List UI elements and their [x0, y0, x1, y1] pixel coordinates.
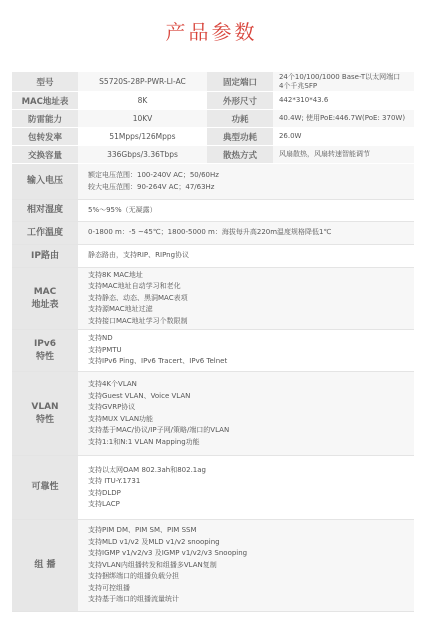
spec-value-lines	[279, 150, 370, 159]
feature-label-line: 可靠性	[31, 482, 59, 492]
spec-value-line: 442*310*43.6	[278, 96, 329, 104]
spec-value: 8K	[137, 96, 148, 105]
feature-line: 支持捆绑端口的组播负载分担	[88, 572, 179, 581]
spec-value	[273, 146, 414, 163]
spec-value-line: 风扇散热，风扇转速智能调节	[278, 150, 370, 158]
feature-content	[78, 164, 414, 199]
feature-row	[12, 330, 414, 372]
spec-value-lines	[279, 96, 328, 105]
spec-value-lines	[279, 132, 302, 141]
feature-content	[78, 520, 414, 611]
feature-label-line: IP路由	[31, 250, 59, 261]
feature-row	[12, 222, 414, 245]
feature-line: 支持8K MAC地址	[88, 270, 143, 279]
feature-line: 额定电压范围：100-240V AC；50/60Hz	[88, 171, 219, 179]
feature-line: 支持LACP	[88, 500, 120, 508]
spec-label: 功耗	[207, 110, 273, 127]
feature-label-text	[31, 286, 58, 312]
feature-label-line: 地址表	[31, 299, 59, 310]
feature-line: 支持PMTU	[88, 345, 122, 354]
feature-line: 支持以太网OAM 802.3ah和802.1ag	[88, 465, 206, 474]
feature-line: 支持基于MAC/协议/IP子网/策略/端口的VLAN	[88, 426, 230, 434]
feature-line: 支持MUX VLAN功能	[88, 414, 154, 423]
feature-row	[12, 164, 414, 200]
feature-label	[12, 372, 78, 455]
spec-value	[273, 92, 414, 109]
spec-label: 固定端口	[207, 72, 273, 91]
feature-line: 较大电压范围：90-264V AC；47/63Hz	[88, 182, 215, 191]
spec-value: 10KV	[132, 114, 153, 123]
feature-label-line: 工作温度	[26, 227, 63, 238]
feature-label-line: 特性	[35, 351, 54, 362]
spec-value: 51Mpps/126Mpps	[109, 132, 176, 141]
spec-label: 外形尺寸	[207, 92, 273, 109]
feature-line: 支持MAC地址自动学习和老化	[88, 282, 181, 291]
feature-line: 支持静态、动态、黑洞MAC表项	[88, 293, 188, 302]
spec-value	[273, 128, 414, 145]
feature-row	[12, 268, 414, 330]
spec-row	[12, 110, 414, 128]
feature-label	[12, 164, 78, 199]
feature-label	[12, 330, 78, 371]
feature-label-text	[27, 204, 63, 217]
feature-line: 5%～95%（无凝露）	[88, 205, 157, 214]
feature-label-text	[31, 401, 58, 427]
feature-label	[12, 456, 78, 519]
feature-label-text	[34, 559, 55, 572]
spec-value-lines	[279, 114, 405, 123]
spec-label: 包转发率	[12, 128, 78, 145]
feature-label-line: VLAN	[31, 401, 59, 412]
spec-row	[12, 72, 414, 92]
page-title: 产品参数	[165, 20, 258, 44]
spec-table	[12, 72, 414, 612]
spec-value-line: 24个10/100/1000 Base-T以太网端口	[278, 72, 401, 81]
spec-value-line: 26.0W	[278, 132, 302, 140]
feature-label-line: MAC	[33, 286, 57, 297]
spec-value-lines	[279, 73, 400, 91]
feature-label-line: IPv6	[33, 338, 57, 349]
feature-row	[12, 456, 414, 520]
feature-label	[12, 245, 78, 267]
feature-row	[12, 200, 414, 222]
spec-value	[273, 72, 414, 91]
feature-row	[12, 520, 414, 612]
spec-label: 型号	[12, 72, 78, 91]
feature-line: 静态路由，支持RIP、RIPng协议	[88, 251, 190, 260]
feature-content	[78, 456, 414, 519]
spec-label: 散热方式	[207, 146, 273, 163]
feature-line: 支持IGMP v1/v2/v3 及IGMP v1/v2/v3 Snooping	[88, 549, 248, 558]
spec-value	[273, 110, 414, 127]
feature-line: 支持可控组播	[88, 583, 130, 592]
feature-content	[78, 330, 414, 371]
feature-line: 支持GVRP协议	[88, 403, 136, 411]
feature-content	[78, 200, 414, 221]
feature-label	[12, 222, 78, 244]
spec-row	[12, 128, 414, 146]
spec-row	[12, 92, 414, 110]
feature-row	[12, 245, 414, 268]
feature-label-text	[27, 175, 63, 188]
feature-label	[12, 200, 78, 221]
feature-content	[78, 245, 414, 267]
feature-line: 支持PIM DM、PIM SM、PIM SSM	[88, 526, 197, 535]
feature-line: 支持接口MAC地址学习个数限制	[88, 316, 188, 325]
feature-line: 支持1:1和N:1 VLAN Mapping功能	[88, 437, 200, 446]
feature-label-line: 相对湿度	[26, 205, 63, 215]
feature-label-line: 组 播	[34, 560, 56, 570]
feature-label	[12, 520, 78, 611]
feature-label	[12, 268, 78, 329]
feature-line: 支持 ITU-Y.1731	[88, 477, 141, 485]
feature-line: 支持4K个VLAN	[88, 380, 137, 388]
feature-line: 支持IPv6 Ping、IPv6 Tracert、IPv6 Telnet	[88, 357, 228, 366]
spec-label: 防雷能力	[12, 110, 78, 127]
feature-line: 支持DLDP	[88, 488, 121, 497]
spec-row	[12, 146, 414, 164]
feature-content	[78, 372, 414, 455]
feature-line: 支持MLD v1/v2 及MLD v1/v2 snooping	[88, 537, 220, 546]
feature-line: 支持VLAN内组播转发和组播多VLAN复制	[88, 560, 217, 569]
feature-label-text	[31, 250, 59, 263]
feature-line: 0-1800 m：-5 ~45℃；1800-5000 m：海拔每升高220m温度规格降低1℃	[88, 228, 332, 237]
feature-label-text	[27, 227, 63, 240]
spec-value-line: 4个千兆SFP	[278, 81, 318, 90]
feature-label-line: 特性	[35, 414, 54, 425]
feature-content	[78, 222, 414, 244]
feature-line: 支持基于端口的组播流量统计	[88, 595, 179, 604]
spec-label: MAC地址表	[12, 92, 78, 109]
spec-value-line: 40.4W; 使用PoE:446.7W(PoE: 370W)	[278, 114, 406, 122]
feature-label-line: 输入电压	[26, 176, 63, 186]
feature-line: 支持Guest VLAN、Voice VLAN	[88, 391, 191, 400]
feature-row	[12, 372, 414, 456]
spec-label: 典型功耗	[207, 128, 273, 145]
spec-value: S5720S-28P-PWR-LI-AC	[99, 77, 186, 86]
feature-label-text	[34, 338, 56, 364]
spec-label: 交换容量	[12, 146, 78, 163]
feature-line: 支持ND	[88, 334, 113, 343]
feature-line: 支持源MAC地址过滤	[88, 305, 153, 314]
feature-label-text	[31, 481, 58, 494]
feature-content	[78, 268, 414, 329]
spec-value: 336Gbps/3.36Tbps	[107, 150, 178, 159]
